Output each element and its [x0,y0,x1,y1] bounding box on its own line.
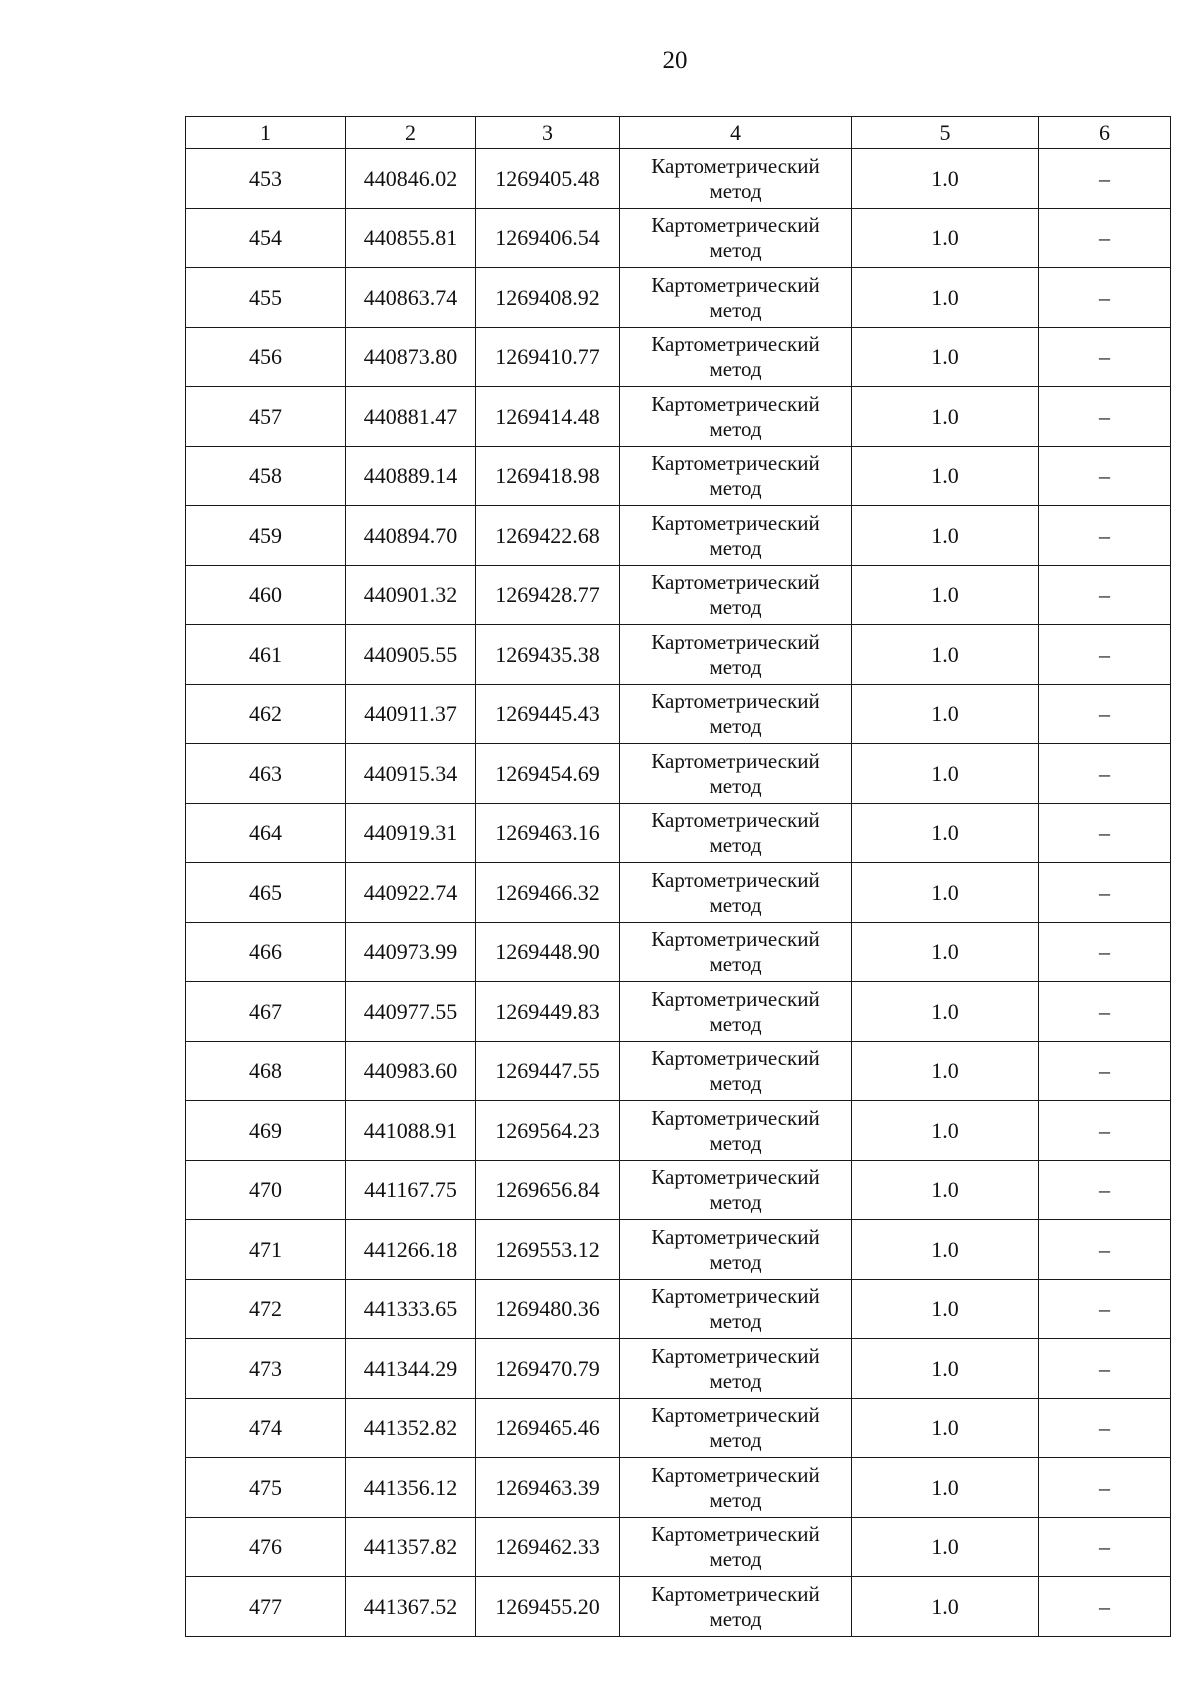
cell-method [620,565,852,625]
cell-coord-x: 441333.65 [346,1279,476,1339]
table-row [186,1517,1171,1577]
table-row [186,387,1171,447]
cell-accuracy: 1.0 [852,1279,1039,1339]
page-number: 20 [662,47,688,74]
cell-note: – [1039,506,1171,566]
cell-coord-y: 1269564.23 [476,1101,620,1161]
cell-coord-x: 440922.74 [346,863,476,923]
cell-coord-y: 1269445.43 [476,684,620,744]
cell-method [620,149,852,209]
cell-point-number: 463 [186,744,346,804]
cell-method [620,1577,852,1637]
cell-accuracy: 1.0 [852,922,1039,982]
cell-note: – [1039,1517,1171,1577]
method-line-2: метод [709,892,762,917]
cell-point-number: 456 [186,327,346,387]
cell-point-number: 465 [186,863,346,923]
table-row [186,1220,1171,1280]
cell-point-number: 477 [186,1577,346,1637]
cell-coord-x: 440919.31 [346,803,476,863]
method-line-2: метод [709,1428,762,1453]
method-line-2: метод [709,1130,762,1155]
header-col-4: 4 [620,117,852,149]
method-line-1: Картометрический [651,332,820,357]
cell-coord-y: 1269418.98 [476,446,620,506]
cell-point-number: 473 [186,1339,346,1399]
method-line-2: метод [709,1309,762,1334]
cell-note: – [1039,327,1171,387]
table-header [186,117,1171,149]
cell-method [620,744,852,804]
cell-coord-y: 1269435.38 [476,625,620,685]
cell-accuracy: 1.0 [852,387,1039,447]
method-line-1: Картометрический [651,986,820,1011]
cell-accuracy: 1.0 [852,803,1039,863]
header-col-1: 1 [186,117,346,149]
cell-coord-y: 1269408.92 [476,268,620,328]
cell-note: – [1039,744,1171,804]
cell-coord-x: 440915.34 [346,744,476,804]
cell-coord-y: 1269405.48 [476,149,620,209]
table-row [186,982,1171,1042]
table-row [186,1279,1171,1339]
method-line-2: метод [709,1547,762,1572]
cell-accuracy: 1.0 [852,1577,1039,1637]
header-col-3: 3 [476,117,620,149]
method-line-1: Картометрический [651,808,820,833]
cell-coord-x: 440855.81 [346,208,476,268]
method-line-1: Картометрический [651,1522,820,1547]
cell-note: – [1039,625,1171,685]
cell-point-number: 458 [186,446,346,506]
cell-coord-x: 440983.60 [346,1041,476,1101]
cell-coord-x: 440911.37 [346,684,476,744]
header-col-2: 2 [346,117,476,149]
table-row [186,1160,1171,1220]
cell-note: – [1039,446,1171,506]
cell-coord-x: 441352.82 [346,1398,476,1458]
method-line-2: метод [709,1249,762,1274]
cell-point-number: 460 [186,565,346,625]
cell-note: – [1039,684,1171,744]
cell-method [620,268,852,328]
cell-accuracy: 1.0 [852,625,1039,685]
cell-coord-y: 1269470.79 [476,1339,620,1399]
cell-coord-y: 1269428.77 [476,565,620,625]
cell-point-number: 469 [186,1101,346,1161]
table-row [186,1041,1171,1101]
cell-method [620,1339,852,1399]
cell-coord-x: 441344.29 [346,1339,476,1399]
method-line-2: метод [709,1190,762,1215]
cell-coord-y: 1269449.83 [476,982,620,1042]
method-line-2: метод [709,476,762,501]
method-line-1: Картометрический [651,689,820,714]
cell-method [620,1458,852,1518]
cell-point-number: 474 [186,1398,346,1458]
cell-coord-x: 440846.02 [346,149,476,209]
cell-method [620,922,852,982]
method-line-1: Картометрический [651,1165,820,1190]
cell-note: – [1039,1279,1171,1339]
cell-coord-x: 440901.32 [346,565,476,625]
cell-method [620,1220,852,1280]
method-line-2: метод [709,1606,762,1631]
table-row [186,1458,1171,1518]
cell-coord-x: 441356.12 [346,1458,476,1518]
cell-coord-y: 1269448.90 [476,922,620,982]
cell-point-number: 472 [186,1279,346,1339]
cell-accuracy: 1.0 [852,268,1039,328]
method-line-2: метод [709,714,762,739]
cell-accuracy: 1.0 [852,1339,1039,1399]
cell-coord-y: 1269463.39 [476,1458,620,1518]
cell-coord-x: 441167.75 [346,1160,476,1220]
header-col-6: 6 [1039,117,1171,149]
cell-note: – [1039,1339,1171,1399]
method-line-1: Картометрический [651,451,820,476]
cell-coord-y: 1269406.54 [476,208,620,268]
cell-accuracy: 1.0 [852,1160,1039,1220]
table-row [186,1577,1171,1637]
method-line-1: Картометрический [651,629,820,654]
cell-accuracy: 1.0 [852,863,1039,923]
method-line-1: Картометрический [651,1343,820,1368]
cell-coord-x: 441357.82 [346,1517,476,1577]
table-row [186,744,1171,804]
cell-method [620,1041,852,1101]
table-row [186,625,1171,685]
table-row [186,149,1171,209]
cell-coord-y: 1269656.84 [476,1160,620,1220]
table-row [186,1398,1171,1458]
cell-accuracy: 1.0 [852,684,1039,744]
method-line-1: Картометрический [651,1105,820,1130]
cell-method [620,1101,852,1161]
method-line-2: метод [709,297,762,322]
table-row [186,1339,1171,1399]
cell-coord-x: 440905.55 [346,625,476,685]
cell-note: – [1039,1041,1171,1101]
table-row [186,684,1171,744]
cell-method [620,1160,852,1220]
cell-point-number: 455 [186,268,346,328]
method-line-1: Картометрический [651,1462,820,1487]
cell-coord-y: 1269447.55 [476,1041,620,1101]
method-line-2: метод [709,416,762,441]
cell-note: – [1039,1220,1171,1280]
method-line-2: метод [709,833,762,858]
method-line-1: Картометрический [651,1224,820,1249]
cell-method [620,684,852,744]
table-row [186,803,1171,863]
cell-coord-x: 440863.74 [346,268,476,328]
method-line-2: метод [709,1071,762,1096]
cell-coord-x: 440889.14 [346,446,476,506]
cell-accuracy: 1.0 [852,1458,1039,1518]
cell-note: – [1039,149,1171,209]
cell-point-number: 464 [186,803,346,863]
cell-coord-y: 1269463.16 [476,803,620,863]
method-line-2: метод [709,952,762,977]
cell-accuracy: 1.0 [852,506,1039,566]
cell-coord-x: 440873.80 [346,327,476,387]
cell-accuracy: 1.0 [852,1517,1039,1577]
method-line-2: метод [709,654,762,679]
cell-note: – [1039,268,1171,328]
cell-accuracy: 1.0 [852,208,1039,268]
method-line-2: метод [709,595,762,620]
cell-method [620,863,852,923]
cell-point-number: 470 [186,1160,346,1220]
method-line-2: метод [709,1368,762,1393]
cell-accuracy: 1.0 [852,1398,1039,1458]
cell-coord-y: 1269454.69 [476,744,620,804]
method-line-1: Картометрический [651,213,820,238]
cell-accuracy: 1.0 [852,1101,1039,1161]
cell-coord-x: 441266.18 [346,1220,476,1280]
cell-coord-x: 441088.91 [346,1101,476,1161]
header-row [186,117,1171,149]
cell-method [620,506,852,566]
cell-method [620,625,852,685]
method-line-2: метод [709,535,762,560]
table-row [186,327,1171,387]
method-line-1: Картометрический [651,153,820,178]
cell-note: – [1039,565,1171,625]
cell-coord-y: 1269455.20 [476,1577,620,1637]
cell-coord-y: 1269462.33 [476,1517,620,1577]
cell-note: – [1039,1101,1171,1161]
cell-point-number: 461 [186,625,346,685]
cell-accuracy: 1.0 [852,744,1039,804]
method-line-1: Картометрический [651,1046,820,1071]
method-line-1: Картометрический [651,1403,820,1428]
cell-point-number: 466 [186,922,346,982]
cell-method [620,387,852,447]
cell-point-number: 476 [186,1517,346,1577]
cell-coord-y: 1269466.32 [476,863,620,923]
cell-method [620,982,852,1042]
cell-coord-x: 440881.47 [346,387,476,447]
cell-method [620,1279,852,1339]
cell-note: – [1039,1577,1171,1637]
cell-point-number: 454 [186,208,346,268]
cell-note: – [1039,387,1171,447]
cell-coord-x: 441367.52 [346,1577,476,1637]
cell-point-number: 475 [186,1458,346,1518]
header-col-5: 5 [852,117,1039,149]
cell-note: – [1039,1160,1171,1220]
cell-point-number: 457 [186,387,346,447]
method-line-2: метод [709,1011,762,1036]
cell-accuracy: 1.0 [852,1220,1039,1280]
cell-coord-y: 1269414.48 [476,387,620,447]
cell-note: – [1039,803,1171,863]
table-row [186,268,1171,328]
cell-note: – [1039,922,1171,982]
cell-point-number: 467 [186,982,346,1042]
cell-note: – [1039,1398,1171,1458]
cell-accuracy: 1.0 [852,565,1039,625]
table-row [186,922,1171,982]
cell-coord-y: 1269480.36 [476,1279,620,1339]
cell-accuracy: 1.0 [852,1041,1039,1101]
table-body [186,149,1171,1637]
cell-method [620,1517,852,1577]
method-line-1: Картометрический [651,748,820,773]
method-line-2: метод [709,178,762,203]
table-row [186,446,1171,506]
method-line-1: Картометрический [651,927,820,952]
cell-note: – [1039,863,1171,923]
method-line-1: Картометрический [651,1284,820,1309]
cell-accuracy: 1.0 [852,446,1039,506]
cell-accuracy: 1.0 [852,327,1039,387]
cell-method [620,327,852,387]
method-line-2: метод [709,357,762,382]
cell-point-number: 459 [186,506,346,566]
method-line-1: Картометрический [651,570,820,595]
cell-coord-x: 440894.70 [346,506,476,566]
cell-coord-y: 1269410.77 [476,327,620,387]
cell-coord-y: 1269422.68 [476,506,620,566]
method-line-1: Картометрический [651,1581,820,1606]
cell-method [620,1398,852,1458]
cell-point-number: 453 [186,149,346,209]
cell-method [620,208,852,268]
cell-coord-x: 440977.55 [346,982,476,1042]
cell-point-number: 468 [186,1041,346,1101]
cell-point-number: 462 [186,684,346,744]
table-row [186,506,1171,566]
table-row [186,565,1171,625]
table-row [186,863,1171,923]
cell-note: – [1039,982,1171,1042]
coordinates-table [185,116,1171,1637]
table-row [186,208,1171,268]
method-line-2: метод [709,1487,762,1512]
method-line-1: Картометрический [651,867,820,892]
cell-coord-y: 1269465.46 [476,1398,620,1458]
cell-coord-x: 440973.99 [346,922,476,982]
cell-method [620,803,852,863]
cell-coord-y: 1269553.12 [476,1220,620,1280]
method-line-1: Картометрический [651,391,820,416]
cell-method [620,446,852,506]
table-row [186,1101,1171,1161]
method-line-1: Картометрический [651,510,820,535]
method-line-1: Картометрический [651,272,820,297]
cell-note: – [1039,1458,1171,1518]
cell-accuracy: 1.0 [852,149,1039,209]
cell-accuracy: 1.0 [852,982,1039,1042]
method-line-2: метод [709,773,762,798]
cell-note: – [1039,208,1171,268]
method-line-2: метод [709,238,762,263]
cell-point-number: 471 [186,1220,346,1280]
